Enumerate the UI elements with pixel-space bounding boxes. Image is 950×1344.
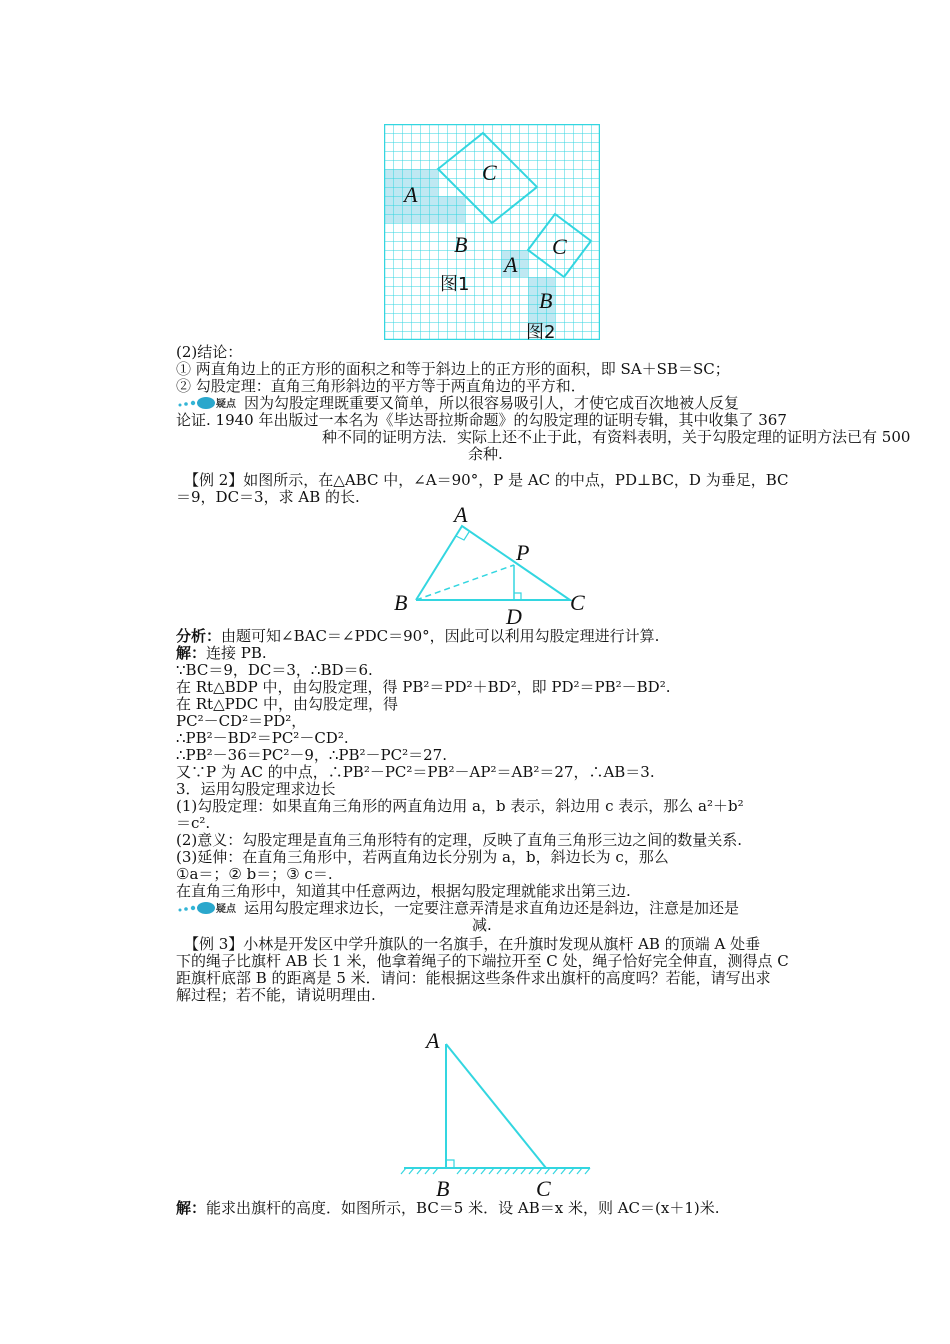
solution-step-3: 在 Rt△PDC 中，由勾股定理，得 bbox=[176, 695, 398, 713]
solution-text: 连接 PB. bbox=[206, 644, 267, 662]
section-3-p3: (3)延伸：在直角三角形中，若两直角边长分别为 a，b，斜边长为 c，那么 bbox=[176, 848, 669, 866]
label-c-ex3: C bbox=[536, 1176, 551, 1201]
note-line-1: 因为勾股定理既重要又简单，所以很容易吸引人，才使它成百次地被人反复 bbox=[244, 394, 740, 412]
solution-line bbox=[176, 645, 816, 662]
solution-step-2: 在 Rt△BDP 中，由勾股定理，得 PB²＝PD²＋BD²，即 PD²＝PB²－BD². bbox=[176, 678, 671, 696]
doubt-badge-label: 疑点 bbox=[216, 904, 236, 915]
solution-step-7: 又∵P 为 AC 的中点，∴PB²－PC²＝PB²－AP²＝AB²＝27，∴AB＝3. bbox=[176, 763, 655, 781]
example-3-solution-line bbox=[176, 1200, 816, 1217]
right-angle-b bbox=[446, 1160, 454, 1168]
example-3-solution-text: 能求出旗杆的高度．如图所示，BC＝5 米．设 AB＝x 米，则 AC＝(x＋1)米. bbox=[206, 1199, 720, 1217]
note-line-2: 论证. 1940 年出版过一本名为《毕达哥拉斯命题》的勾股定理的证明专辑，其中收集了 367 bbox=[176, 411, 787, 429]
note-block-2 bbox=[176, 900, 816, 917]
grid bbox=[384, 124, 600, 340]
analysis-text: 由题可知∠BAC＝∠PDC＝90°，因此可以利用勾股定理进行计算. bbox=[221, 627, 660, 645]
pythagoras-grid-figure bbox=[384, 124, 600, 340]
label-d-ex2: D bbox=[506, 604, 522, 629]
label-a-fig2: A bbox=[504, 252, 518, 277]
conclusion-item-1: ① 两直角边上的正方形的面积之和等于斜边上的正方形的面积，即 SA＋SB＝SC； bbox=[176, 360, 730, 378]
flagpole-figure bbox=[400, 1028, 600, 1204]
label-b-ex3: B bbox=[436, 1176, 450, 1201]
example-2-line-1: 【例 2】如图所示，在△ABC 中，∠A＝90°，P 是 AC 的中点，PD⊥BC，D 为垂足，BC bbox=[184, 471, 789, 489]
section-3-note-line-1: 运用勾股定理求边长，一定要注意弄清是求直角边还是斜边，注意是加还是 bbox=[244, 899, 740, 917]
segment-pb-dashed bbox=[416, 565, 514, 600]
example-3-solution bbox=[176, 1200, 816, 1217]
doubt-badge-icon bbox=[176, 396, 238, 410]
conclusion-block bbox=[176, 343, 911, 463]
example-3-line-1: 【例 3】小林是开发区中学升旗队的一名旗手，在升旗时发现从旗杆 AB 的顶端 A 处垂 bbox=[184, 935, 761, 953]
label-b-ex2: B bbox=[394, 590, 408, 615]
label-c-ex2: C bbox=[570, 590, 585, 615]
label-p-ex2: P bbox=[516, 540, 530, 565]
solution-step-4: PC²－CD²＝PD²， bbox=[176, 712, 307, 730]
example-3-line-4: 解过程；若不能，请说明理由. bbox=[176, 986, 376, 1004]
label-c-fig2: C bbox=[552, 234, 567, 259]
conclusion-title: (2)结论： bbox=[176, 343, 243, 361]
label-a-ex2: A bbox=[454, 502, 468, 527]
solution-label: 解： bbox=[176, 644, 207, 662]
note-line-4: 余种. bbox=[468, 445, 503, 463]
section-3-note-line-2: 减. bbox=[472, 916, 492, 934]
solution-step-6: ∴PB²－36＝PC²－9，∴PB²－PC²＝27. bbox=[176, 746, 447, 764]
label-a-fig1: A bbox=[404, 182, 418, 207]
section-3-block bbox=[176, 781, 816, 934]
section-3-p3-items: ①a＝；② b＝；③ c＝. bbox=[176, 865, 333, 883]
section-3-p1-line-1: (1)勾股定理：如果直角三角形的两直角边用 a，b 表示，斜边用 c 表示，那么 a²＋b² bbox=[176, 797, 744, 815]
triangle-abc-lines bbox=[416, 526, 570, 600]
right-angle-d bbox=[514, 593, 521, 600]
section-3-p1-line-2: ＝c². bbox=[176, 814, 211, 832]
label-a-ex3: A bbox=[426, 1028, 440, 1053]
analysis-label: 分析： bbox=[176, 627, 222, 645]
section-3-p4: 在直角三角形中，知道其中任意两边，根据勾股定理就能求出第三边. bbox=[176, 882, 631, 900]
note-block-1 bbox=[176, 395, 816, 412]
doubt-badge-label: 疑点 bbox=[216, 399, 236, 410]
example-3-prompt bbox=[176, 936, 816, 1004]
example-2-solution bbox=[176, 628, 816, 781]
note-line-3: 种不同的证明方法．实际上还不止于此，有资料表明，关于勾股定理的证明方法已有 500 bbox=[322, 428, 911, 446]
example-2-line-2: ＝9，DC＝3，求 AB 的长. bbox=[176, 488, 360, 506]
example-3-solution-label: 解： bbox=[176, 1199, 207, 1217]
example-3-line-2: 下的绳子比旗杆 AB 长 1 米，他拿着绳子的下端拉开至 C 处，绳子恰好完全伸直，测得点 C bbox=[176, 952, 789, 970]
section-3-p2: (2)意义：勾股定理是直角三角形特有的定理，反映了直角三角形三边之间的数量关系. bbox=[176, 831, 743, 849]
caption-fig2: 图2 bbox=[526, 322, 556, 340]
triangle-abc-figure bbox=[392, 502, 592, 630]
label-b-fig1: B bbox=[454, 232, 468, 257]
doubt-badge-icon bbox=[176, 901, 238, 915]
example-2-prompt bbox=[176, 472, 816, 506]
label-c-fig1: C bbox=[482, 160, 497, 185]
caption-fig1: 图1 bbox=[440, 274, 470, 295]
section-3-title: 3．运用勾股定理求边长 bbox=[176, 780, 336, 798]
rope-ac bbox=[446, 1044, 546, 1168]
label-b-fig2: B bbox=[539, 288, 553, 313]
solution-step-1: ∵BC＝9，DC＝3，∴BD＝6. bbox=[176, 661, 373, 679]
analysis-line bbox=[176, 628, 816, 645]
conclusion-item-2: ② 勾股定理：直角三角形斜边的平方等于两直角边的平方和． bbox=[176, 377, 586, 395]
solution-step-5: ∴PB²－BD²＝PC²－CD². bbox=[176, 729, 349, 747]
example-3-line-3: 距旗杆底部 B 的距离是 5 米．请问：能根据这些条件求出旗杆的高度吗？若能，请写出求 bbox=[176, 969, 771, 987]
